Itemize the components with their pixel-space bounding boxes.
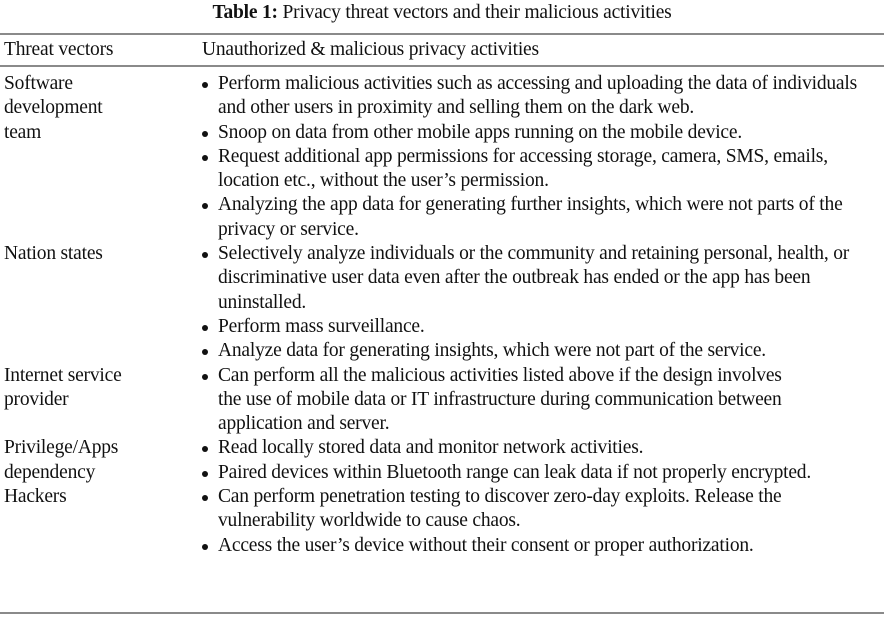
activity-item — [202, 534, 882, 558]
threat-vector: Nation states — [4, 243, 103, 265]
activity-list — [202, 72, 882, 242]
activity-text: Read locally stored data and monitor network activities. — [218, 437, 644, 459]
header-activities: Unauthorized & malicious privacy activities — [202, 39, 539, 60]
bullet-icon — [202, 374, 208, 380]
threat-vector: Privilege/Apps dependency — [4, 437, 119, 483]
table-row — [0, 72, 884, 242]
activity-text: Snoop on data from other mobile apps running on the mobile device. — [218, 121, 743, 143]
activity-item — [202, 145, 882, 194]
table-caption-label: Table 1: — [212, 2, 278, 23]
activity-text: Selectively analyze individuals or the community and retaining personal, health, or discriminative user data even after the outbreak has ended or the app has been uninstalled. — [218, 243, 850, 313]
bullet-icon — [202, 252, 208, 258]
activity-item — [202, 315, 882, 339]
activity-text: Perform malicious activities such as accessing and uploading the data of individuals and other users in proximity and selling them on the dark web. — [218, 73, 857, 119]
activity-item — [202, 364, 882, 437]
activity-item — [202, 242, 882, 315]
activity-list — [202, 436, 882, 485]
bullet-icon — [202, 349, 208, 355]
activity-list — [202, 485, 882, 558]
bullet-icon — [202, 544, 208, 550]
bullet-icon — [202, 82, 208, 88]
table-header — [0, 38, 884, 62]
activity-item — [202, 461, 882, 485]
table-row — [0, 242, 884, 363]
threat-vector: Internet service provider — [4, 364, 122, 410]
activity-text: Analyzing the app data for generating further insights, which were not parts of the privacy or service. — [218, 194, 843, 240]
activity-text: Analyze data for generating insights, which were not part of the service. — [218, 340, 766, 362]
bullet-icon — [202, 155, 208, 161]
table-caption-text: Privacy threat vectors and their malicious activities — [277, 2, 672, 23]
activity-item — [202, 72, 882, 121]
activity-item — [202, 436, 882, 460]
activity-list — [202, 242, 882, 363]
activity-text: Perform mass surveillance. — [218, 315, 425, 337]
activity-text: Access the user’s device without their consent or proper authorization. — [218, 534, 754, 556]
activity-text: Can perform all the malicious activities listed above if the design involves the use of mobile data or IT infrastructure during communication between application and server. — [218, 364, 782, 435]
table-caption — [0, 1, 884, 25]
bullet-icon — [202, 203, 208, 209]
activity-list — [202, 364, 882, 437]
bottom-rule — [0, 612, 884, 614]
activity-item — [202, 193, 882, 242]
bullet-icon — [202, 471, 208, 477]
activity-text: Can perform penetration testing to discover zero-day exploits. Release the vulnerability worldwide to cause chaos. — [218, 486, 782, 532]
table-body — [0, 72, 884, 558]
activity-text: Request additional app permissions for accessing storage, camera, SMS, emails, location etc., without the user’s permission. — [218, 145, 828, 192]
activity-item — [202, 121, 882, 145]
header-rule — [0, 65, 884, 67]
threat-vector: Hackers — [4, 486, 67, 508]
activity-text: Paired devices within Bluetooth range can leak data if not properly encrypted. — [218, 461, 812, 483]
activity-item — [202, 339, 882, 363]
threat-vector: Software development team — [4, 73, 103, 143]
table-row — [0, 485, 884, 558]
bullet-icon — [202, 325, 208, 331]
header-threat-vectors: Threat vectors — [4, 39, 114, 60]
activity-item — [202, 485, 882, 534]
bullet-icon — [202, 446, 208, 452]
bullet-icon — [202, 131, 208, 137]
bullet-icon — [202, 495, 208, 501]
top-rule — [0, 33, 884, 35]
table-row — [0, 364, 884, 437]
table-row — [0, 436, 884, 485]
